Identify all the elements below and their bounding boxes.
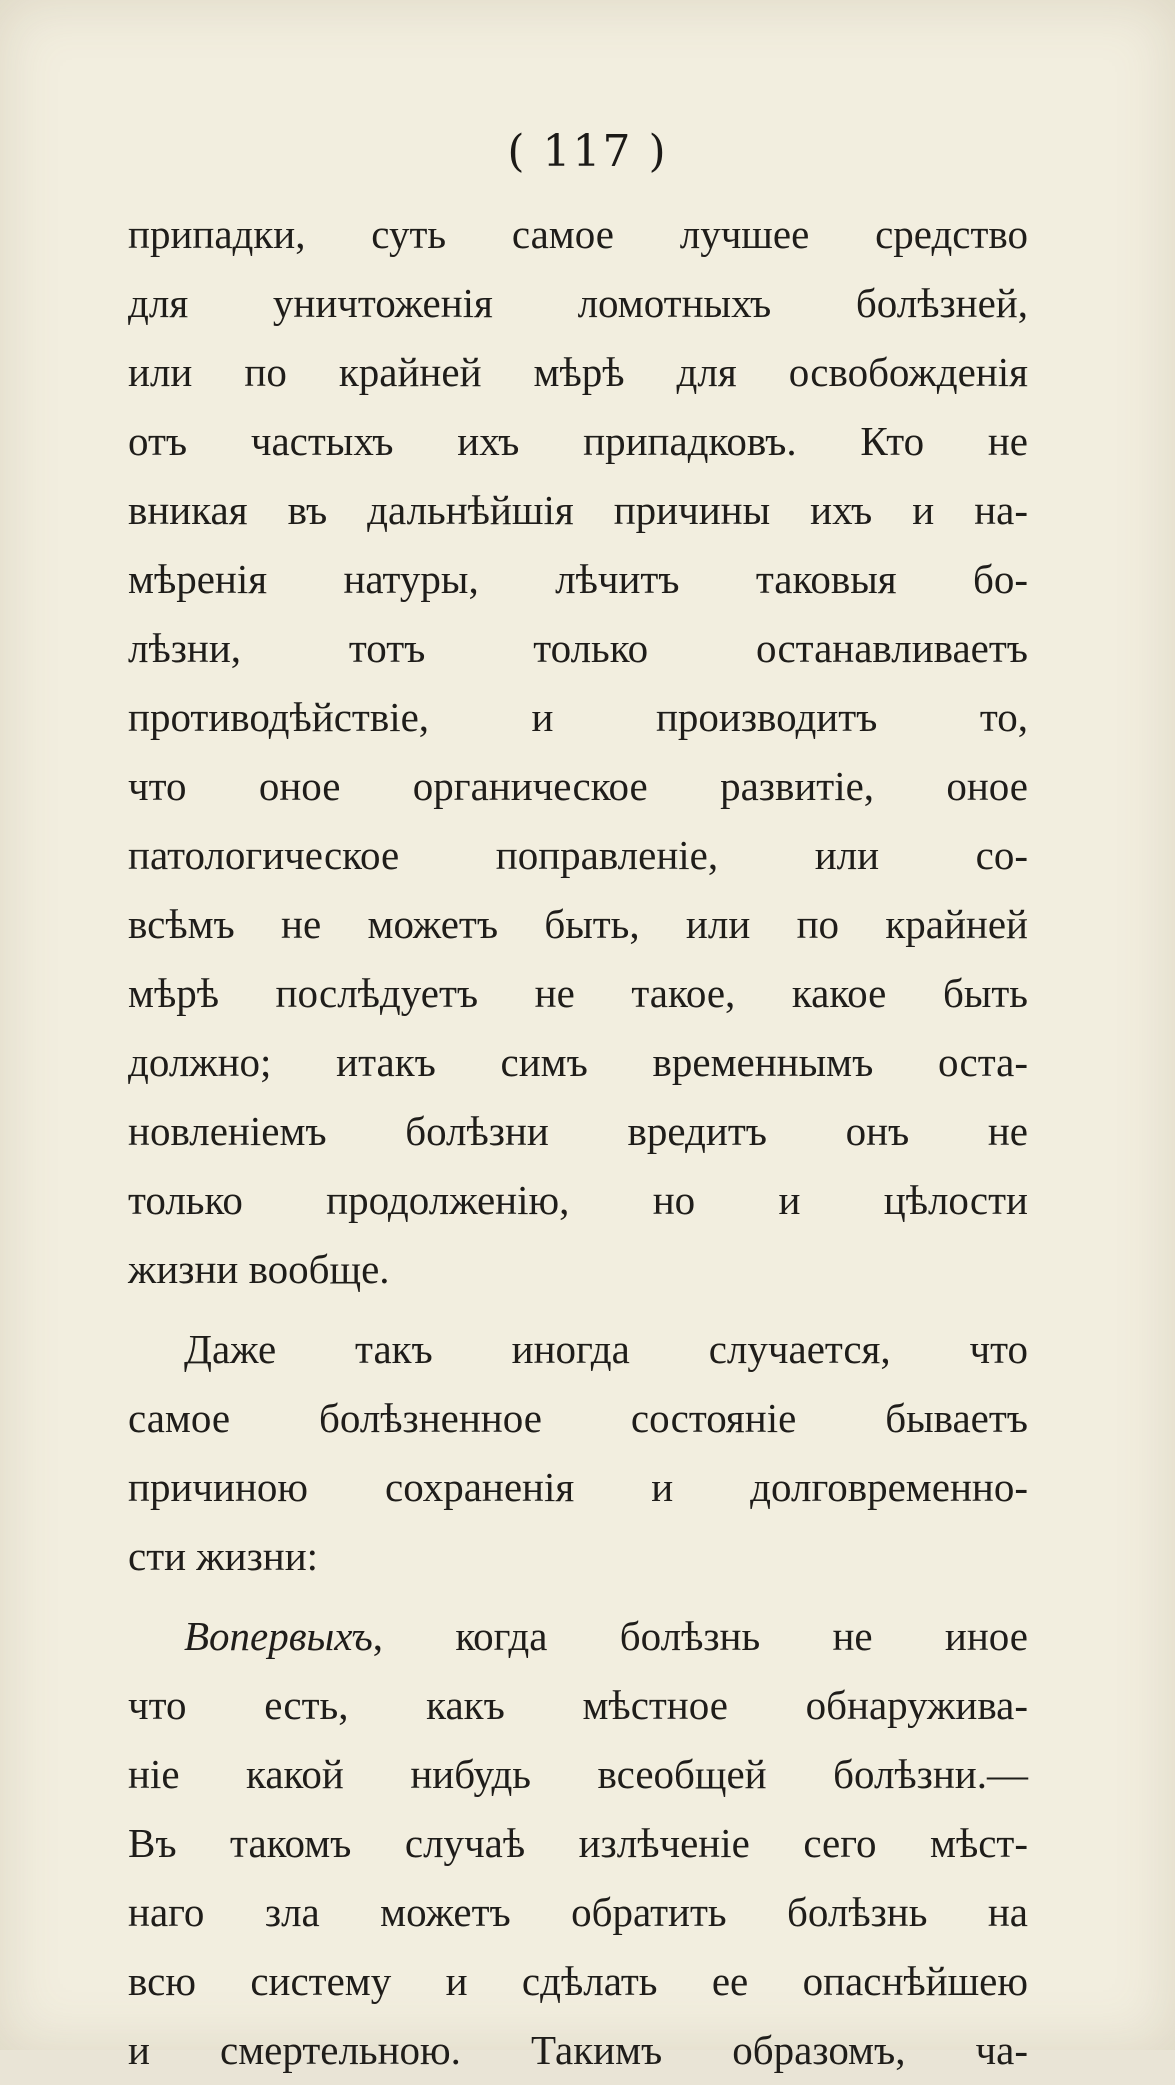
text-line: противодѣйствіе, и производитъ то, bbox=[128, 694, 1028, 740]
text-line: отъ частыхъ ихъ припадковъ. Кто не bbox=[128, 418, 1028, 464]
text-line: жизни вообще. bbox=[128, 1246, 390, 1292]
text-line: что есть, какъ мѣстное обнаружива- bbox=[128, 1682, 1028, 1728]
text-line: Въ такомъ случаѣ излѣченіе сего мѣст- bbox=[128, 1820, 1028, 1866]
text-line: что оное органическое развитіе, оное bbox=[128, 763, 1028, 809]
text-line: для уничтоженія ломотныхъ болѣзней, bbox=[128, 280, 1028, 326]
text-line: всѣмъ не можетъ быть, или по крайней bbox=[128, 901, 1028, 947]
paragraph-1 bbox=[128, 200, 1028, 1304]
text-line: должно; итакъ симъ временнымъ оста- bbox=[128, 1039, 1028, 1085]
text-line: причиною сохраненія и долговременно- bbox=[128, 1464, 1028, 1510]
text-line: патологическое поправленіе, или со- bbox=[128, 832, 1028, 878]
text-line: мѣрѣ послѣдуетъ не такое, какое быть bbox=[128, 970, 1028, 1016]
text-line: самое болѣзненное состояніе бываетъ bbox=[128, 1395, 1028, 1441]
paragraph-3 bbox=[128, 1602, 1028, 2085]
text-line: всю систему и сдѣлать ее опаснѣйшею bbox=[128, 1958, 1028, 2004]
text-line: ніе какой нибудь всеобщей болѣзни.— bbox=[128, 1751, 1028, 1797]
text-line: новленіемъ болѣзни вредитъ онъ не bbox=[128, 1108, 1028, 1154]
text-line: только продолженію, но и цѣлости bbox=[128, 1177, 1028, 1223]
text-line: лѣзни, тотъ только останавливаетъ bbox=[128, 625, 1028, 671]
text-line: Даже такъ иногда случается, что bbox=[184, 1326, 1028, 1372]
italic-word: Вопервыхъ bbox=[184, 1613, 373, 1659]
page-number: ( 117 ) bbox=[507, 126, 668, 177]
body-text bbox=[128, 200, 1028, 2085]
text-line: вникая въ дальнѣйшія причины ихъ и на- bbox=[128, 487, 1028, 533]
text-line: и смертельною. Такимъ образомъ, ча- bbox=[128, 2027, 1028, 2073]
text-line bbox=[128, 1602, 1028, 1671]
text-line: сти жизни: bbox=[128, 1533, 319, 1579]
paragraph-2 bbox=[128, 1315, 1028, 1591]
text-line: мѣренія натуры, лѣчитъ таковыя бо- bbox=[128, 556, 1028, 602]
text-line: припадки, суть самое лучшее средство bbox=[128, 211, 1028, 257]
text-span: , когда болѣзнь не иное bbox=[372, 1613, 1028, 1659]
text-line: наго зла можетъ обратить болѣзнь на bbox=[128, 1889, 1028, 1935]
text-line: или по крайней мѣрѣ для освобожденія bbox=[128, 349, 1028, 395]
